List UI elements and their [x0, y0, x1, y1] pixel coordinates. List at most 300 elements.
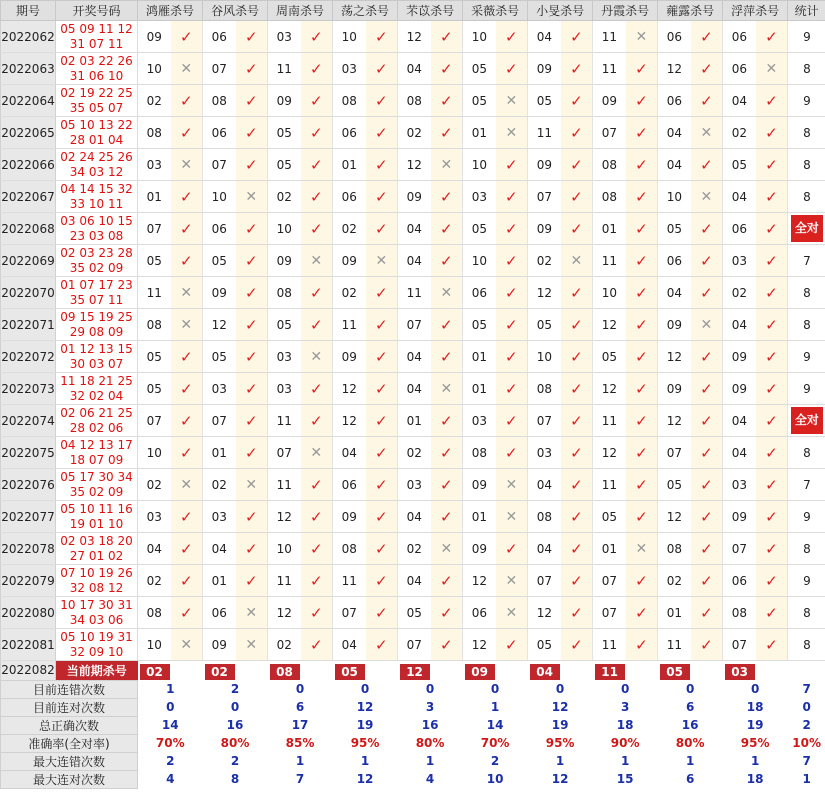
kill-number: 10 — [203, 181, 236, 213]
check-icon: ✓ — [561, 501, 593, 533]
kill-number: 06 — [203, 213, 236, 245]
stats-value: 95% — [545, 736, 575, 750]
cross-icon: ✕ — [301, 341, 333, 373]
kill-number: 09 — [528, 53, 561, 85]
draw-numbers-line2: 31 06 10 — [69, 68, 124, 83]
stats-value: 1 — [802, 772, 811, 786]
hit-count: 8 — [788, 149, 825, 181]
check-icon: ✓ — [301, 181, 333, 213]
stats-value: 12 — [551, 700, 569, 714]
period-cell: 2022071 — [1, 309, 56, 341]
draw-row — [1, 213, 825, 245]
stats-value: 19 — [551, 718, 569, 732]
kill-number: 12 — [268, 597, 301, 629]
stats-value: 7 — [802, 682, 811, 696]
draw-numbers-line1: 02 19 22 25 — [60, 85, 133, 100]
draw-numbers-line1: 02 03 18 20 — [60, 533, 133, 548]
draw-row — [1, 405, 825, 437]
check-icon: ✓ — [561, 533, 593, 565]
kill-number: 07 — [723, 533, 756, 565]
kill-number: 01 — [203, 565, 236, 597]
stats-value: 6 — [685, 700, 695, 714]
stats-value: 0 — [360, 682, 370, 696]
check-icon: ✓ — [301, 309, 333, 341]
kill-number: 09 — [463, 533, 496, 565]
kill-number: 12 — [398, 149, 431, 181]
check-icon: ✓ — [561, 341, 593, 373]
kill-number: 11 — [593, 53, 626, 85]
kill-number: 01 — [333, 149, 366, 181]
check-icon: ✓ — [626, 597, 658, 629]
kill-number: 09 — [203, 629, 236, 661]
stats-value: 2 — [230, 754, 240, 768]
current-kill-number: 03 — [725, 664, 755, 680]
draw-numbers — [56, 245, 138, 277]
kill-number: 07 — [203, 405, 236, 437]
kill-number: 11 — [593, 21, 626, 53]
check-icon: ✓ — [561, 437, 593, 469]
period-cell: 2022068 — [1, 213, 56, 245]
kill-number: 04 — [398, 53, 431, 85]
check-icon: ✓ — [496, 181, 528, 213]
kill-number: 11 — [528, 117, 561, 149]
kill-number: 02 — [268, 181, 301, 213]
kill-number: 04 — [398, 501, 431, 533]
current-kill-cell — [528, 661, 593, 681]
check-icon: ✓ — [236, 149, 268, 181]
kill-number: 08 — [138, 309, 171, 341]
current-period: 2022082 — [1, 661, 56, 681]
check-icon: ✓ — [301, 373, 333, 405]
kill-number: 05 — [593, 341, 626, 373]
check-icon: ✓ — [171, 341, 203, 373]
draw-numbers-line1: 02 24 25 26 — [60, 149, 133, 164]
kill-number: 07 — [528, 181, 561, 213]
check-icon: ✓ — [691, 277, 723, 309]
kill-number: 01 — [593, 533, 626, 565]
stats-value: 7 — [295, 772, 305, 786]
current-kill-number: 05 — [660, 664, 690, 680]
draw-row — [1, 597, 825, 629]
check-icon: ✓ — [561, 405, 593, 437]
kill-number: 04 — [528, 469, 561, 501]
check-icon: ✓ — [236, 565, 268, 597]
stats-label: 最大连对次数 — [1, 770, 138, 788]
draw-numbers — [56, 565, 138, 597]
period-cell: 2022076 — [1, 469, 56, 501]
draw-numbers-line1: 02 03 23 28 — [60, 245, 133, 260]
period-cell: 2022067 — [1, 181, 56, 213]
draw-row — [1, 21, 825, 53]
kill-number: 12 — [658, 501, 691, 533]
column-header: 浮萍杀号 — [723, 1, 788, 21]
kill-number: 10 — [463, 245, 496, 277]
kill-number: 09 — [203, 277, 236, 309]
kill-number: 07 — [138, 213, 171, 245]
hit-count — [788, 405, 825, 437]
kill-number: 06 — [333, 469, 366, 501]
check-icon: ✓ — [301, 277, 333, 309]
column-header: 谷风杀号 — [203, 1, 268, 21]
kill-number: 12 — [398, 21, 431, 53]
stats-label: 总正确次数 — [1, 716, 138, 734]
kill-number: 04 — [333, 437, 366, 469]
kill-number: 07 — [138, 405, 171, 437]
draw-numbers-line2: 29 08 09 — [69, 324, 124, 339]
cross-icon: ✕ — [301, 437, 333, 469]
stats-value: 0 — [620, 682, 630, 696]
check-icon: ✓ — [756, 309, 788, 341]
kill-number: 12 — [658, 53, 691, 85]
cross-icon: ✕ — [171, 53, 203, 85]
check-icon: ✓ — [626, 565, 658, 597]
current-kill-empty — [788, 661, 825, 681]
check-icon: ✓ — [431, 21, 463, 53]
check-icon: ✓ — [691, 629, 723, 661]
draw-numbers-line1: 05 10 11 16 — [60, 501, 133, 516]
stats-value: 1 — [360, 754, 370, 768]
kill-number: 02 — [138, 565, 171, 597]
kill-number: 01 — [463, 341, 496, 373]
kill-number: 02 — [398, 117, 431, 149]
kill-number: 02 — [333, 277, 366, 309]
period-cell: 2022074 — [1, 405, 56, 437]
kill-number: 09 — [593, 85, 626, 117]
hit-count: 9 — [788, 21, 825, 53]
draw-numbers — [56, 405, 138, 437]
stats-value: 2 — [166, 754, 175, 768]
kill-number: 03 — [463, 181, 496, 213]
kill-number: 08 — [398, 85, 431, 117]
check-icon: ✓ — [496, 21, 528, 53]
check-icon: ✓ — [236, 373, 268, 405]
check-icon: ✓ — [626, 213, 658, 245]
check-icon: ✓ — [301, 85, 333, 117]
kill-number: 06 — [463, 597, 496, 629]
kill-number: 02 — [398, 533, 431, 565]
kill-number: 07 — [268, 437, 301, 469]
check-icon: ✓ — [431, 117, 463, 149]
check-icon: ✓ — [626, 149, 658, 181]
kill-number: 11 — [268, 405, 301, 437]
kill-number: 08 — [268, 277, 301, 309]
check-icon: ✓ — [626, 181, 658, 213]
check-icon: ✓ — [626, 501, 658, 533]
kill-number: 01 — [658, 597, 691, 629]
check-icon: ✓ — [366, 213, 398, 245]
hit-count: 9 — [788, 85, 825, 117]
kill-number: 04 — [723, 309, 756, 341]
check-icon: ✓ — [366, 437, 398, 469]
stats-value: 1 — [166, 682, 175, 696]
kill-number: 05 — [268, 149, 301, 181]
period-cell: 2022080 — [1, 597, 56, 629]
check-icon: ✓ — [691, 533, 723, 565]
kill-number: 03 — [723, 245, 756, 277]
period-cell: 2022073 — [1, 373, 56, 405]
kill-number: 08 — [138, 597, 171, 629]
draw-numbers-line2: 28 02 06 — [69, 420, 124, 435]
column-header: 丹霞杀号 — [593, 1, 658, 21]
stats-value: 10% — [792, 736, 822, 750]
check-icon: ✓ — [626, 437, 658, 469]
cross-icon: ✕ — [236, 181, 268, 213]
kill-number: 08 — [333, 533, 366, 565]
check-icon: ✓ — [171, 597, 203, 629]
kill-number: 05 — [658, 213, 691, 245]
check-icon: ✓ — [691, 469, 723, 501]
table-header — [1, 1, 825, 21]
check-icon: ✓ — [496, 405, 528, 437]
kill-number: 12 — [528, 277, 561, 309]
draw-numbers-line1: 11 18 21 25 — [60, 373, 133, 388]
hit-count: 8 — [788, 597, 825, 629]
check-icon: ✓ — [171, 373, 203, 405]
draw-row — [1, 373, 825, 405]
draw-row — [1, 53, 825, 85]
stats-value: 2 — [802, 718, 811, 732]
stats-label: 目前连对次数 — [1, 698, 138, 716]
check-icon: ✓ — [236, 437, 268, 469]
draw-numbers-line2: 18 07 09 — [69, 452, 124, 467]
stats-value: 12 — [356, 772, 374, 786]
check-icon: ✓ — [626, 469, 658, 501]
check-icon: ✓ — [756, 85, 788, 117]
draw-numbers-line2: 35 02 09 — [69, 484, 124, 499]
kill-number: 02 — [203, 469, 236, 501]
kill-number: 03 — [268, 373, 301, 405]
period-cell: 2022079 — [1, 565, 56, 597]
stats-value: 1 — [750, 754, 760, 768]
draw-numbers — [56, 21, 138, 53]
all-correct-badge: 全对 — [791, 215, 823, 242]
stats-row — [1, 716, 825, 734]
check-icon: ✓ — [561, 277, 593, 309]
kill-number: 02 — [528, 245, 561, 277]
stats-label: 目前连错次数 — [1, 680, 138, 698]
stats-value: 18 — [746, 700, 764, 714]
kill-number: 04 — [723, 181, 756, 213]
kill-number: 06 — [658, 21, 691, 53]
kill-number: 08 — [593, 181, 626, 213]
stats-value: 15 — [616, 772, 634, 786]
draw-numbers-line1: 05 10 19 31 — [60, 629, 133, 644]
stats-label: 准确率(全对率) — [1, 734, 138, 752]
cross-icon: ✕ — [431, 277, 463, 309]
period-cell: 2022072 — [1, 341, 56, 373]
draw-numbers — [56, 597, 138, 629]
kill-number: 09 — [333, 245, 366, 277]
kill-number: 12 — [333, 373, 366, 405]
kill-number: 03 — [528, 437, 561, 469]
kill-number: 05 — [723, 149, 756, 181]
stats-value: 18 — [746, 772, 764, 786]
hit-count: 9 — [788, 341, 825, 373]
kill-number: 12 — [593, 437, 626, 469]
cross-icon: ✕ — [691, 181, 723, 213]
stats-row — [1, 770, 825, 788]
kill-number: 05 — [593, 501, 626, 533]
check-icon: ✓ — [496, 149, 528, 181]
draw-numbers — [56, 533, 138, 565]
kill-number: 11 — [333, 565, 366, 597]
stats-value: 4 — [425, 772, 435, 786]
hit-count: 8 — [788, 437, 825, 469]
kill-number: 04 — [528, 21, 561, 53]
current-kill-cell — [333, 661, 398, 681]
draw-numbers — [56, 629, 138, 661]
kill-number: 02 — [398, 437, 431, 469]
check-icon: ✓ — [301, 469, 333, 501]
check-icon: ✓ — [561, 469, 593, 501]
hit-count: 8 — [788, 277, 825, 309]
draw-row — [1, 565, 825, 597]
hit-count: 7 — [788, 469, 825, 501]
column-header: 期号 — [1, 1, 56, 21]
check-icon: ✓ — [431, 213, 463, 245]
kill-number: 12 — [593, 373, 626, 405]
current-kill-cell — [463, 661, 528, 681]
kill-number: 07 — [398, 629, 431, 661]
hit-count: 8 — [788, 53, 825, 85]
check-icon: ✓ — [561, 117, 593, 149]
period-cell: 2022078 — [1, 533, 56, 565]
kill-number: 02 — [268, 629, 301, 661]
draw-numbers-line2: 23 03 08 — [69, 228, 124, 243]
check-icon: ✓ — [756, 213, 788, 245]
check-icon: ✓ — [561, 149, 593, 181]
kill-number: 09 — [528, 149, 561, 181]
check-icon: ✓ — [171, 501, 203, 533]
kill-number: 04 — [658, 277, 691, 309]
stats-value: 0 — [295, 682, 305, 696]
period-cell: 2022064 — [1, 85, 56, 117]
draw-row — [1, 501, 825, 533]
kill-number: 07 — [593, 565, 626, 597]
cross-icon: ✕ — [496, 117, 528, 149]
kill-number: 01 — [593, 213, 626, 245]
stats-value: 10 — [486, 772, 504, 786]
check-icon: ✓ — [366, 21, 398, 53]
stats-value: 16 — [681, 718, 699, 732]
stats-value: 7 — [802, 754, 811, 768]
check-icon: ✓ — [236, 277, 268, 309]
check-icon: ✓ — [691, 53, 723, 85]
kill-number: 04 — [398, 565, 431, 597]
kill-number: 09 — [658, 373, 691, 405]
kill-number: 10 — [138, 53, 171, 85]
check-icon: ✓ — [496, 437, 528, 469]
check-icon: ✓ — [691, 565, 723, 597]
check-icon: ✓ — [171, 117, 203, 149]
kill-number: 04 — [723, 437, 756, 469]
draw-numbers-line2: 19 01 10 — [69, 516, 124, 531]
stats-value: 70% — [155, 736, 185, 750]
check-icon: ✓ — [236, 245, 268, 277]
stats-rows — [1, 680, 825, 788]
kill-number: 11 — [593, 405, 626, 437]
check-icon: ✓ — [691, 597, 723, 629]
check-icon: ✓ — [171, 245, 203, 277]
stats-value: 95% — [350, 736, 380, 750]
check-icon: ✓ — [561, 629, 593, 661]
draw-numbers-line1: 04 14 15 32 — [60, 181, 133, 196]
kill-number: 12 — [203, 309, 236, 341]
check-icon: ✓ — [236, 53, 268, 85]
check-icon: ✓ — [366, 277, 398, 309]
kill-number: 07 — [203, 53, 236, 85]
stats-value: 0 — [555, 682, 565, 696]
current-kill-row — [1, 661, 825, 681]
kill-number: 06 — [658, 245, 691, 277]
kill-number: 10 — [333, 21, 366, 53]
cross-icon: ✕ — [236, 597, 268, 629]
check-icon: ✓ — [431, 181, 463, 213]
draw-numbers — [56, 373, 138, 405]
draw-numbers — [56, 213, 138, 245]
stats-value: 95% — [740, 736, 770, 750]
check-icon: ✓ — [561, 53, 593, 85]
kill-number: 08 — [138, 117, 171, 149]
cross-icon: ✕ — [236, 629, 268, 661]
kill-number: 04 — [398, 245, 431, 277]
hit-count: 9 — [788, 501, 825, 533]
kill-number: 01 — [138, 181, 171, 213]
check-icon: ✓ — [626, 629, 658, 661]
check-icon: ✓ — [366, 181, 398, 213]
check-icon: ✓ — [301, 629, 333, 661]
check-icon: ✓ — [561, 309, 593, 341]
stats-value: 1 — [295, 754, 305, 768]
period-cell: 2022069 — [1, 245, 56, 277]
stats-value: 0 — [490, 682, 500, 696]
column-header: 蕹露杀号 — [658, 1, 723, 21]
check-icon: ✓ — [171, 181, 203, 213]
draw-numbers-line1: 05 09 11 12 — [60, 21, 133, 36]
draw-numbers-line2: 31 07 11 — [69, 36, 124, 51]
cross-icon: ✕ — [171, 149, 203, 181]
kill-number: 03 — [268, 21, 301, 53]
period-cell: 2022081 — [1, 629, 56, 661]
hit-count: 8 — [788, 117, 825, 149]
check-icon: ✓ — [431, 565, 463, 597]
column-header: 开奖号码 — [56, 1, 138, 21]
check-icon: ✓ — [236, 117, 268, 149]
kill-number: 11 — [268, 53, 301, 85]
draw-row — [1, 629, 825, 661]
draw-numbers-line2: 28 01 04 — [69, 132, 124, 147]
column-header: 周南杀号 — [268, 1, 333, 21]
draw-numbers-line2: 32 08 12 — [69, 580, 124, 595]
kill-number: 06 — [203, 117, 236, 149]
kill-number: 06 — [203, 597, 236, 629]
kill-number: 06 — [333, 181, 366, 213]
check-icon: ✓ — [691, 149, 723, 181]
check-icon: ✓ — [756, 245, 788, 277]
kill-number: 07 — [593, 597, 626, 629]
check-icon: ✓ — [691, 405, 723, 437]
hit-count: 8 — [788, 629, 825, 661]
stats-row — [1, 752, 825, 770]
kill-number: 06 — [658, 85, 691, 117]
draw-row — [1, 341, 825, 373]
current-kill-row-group — [1, 661, 825, 681]
kill-number: 12 — [268, 501, 301, 533]
kill-number: 11 — [593, 629, 626, 661]
kill-number: 10 — [463, 149, 496, 181]
cross-icon: ✕ — [496, 501, 528, 533]
check-icon: ✓ — [236, 501, 268, 533]
